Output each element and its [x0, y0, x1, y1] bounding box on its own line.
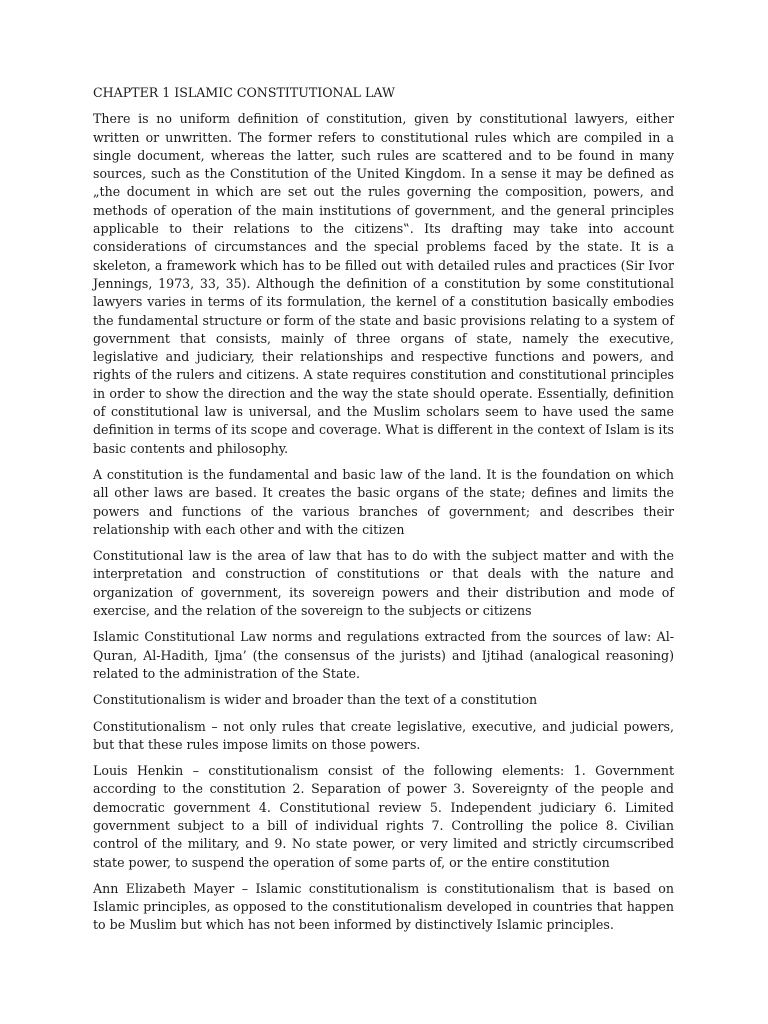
paragraph-louis-henkin: Louis Henkin – constitutionalism consist of the following elements: 1. Government according to the constitution 2. Separation of power 3. Sovereignty of the people and democratic government 4. Constitutional review 5. Independent judiciary 6. Limited government subject to a bill of individual rights 7. Controlling the police 8. Civilian control of the military, and 9. No state power, or very limited and strictly circumscribed state power, to suspend the operation of some parts of, or the entire constitution [93, 763, 674, 870]
paragraph-islamic-constitutional-law: Islamic Constitutional Law norms and regulations extracted from the sources of law: Al-Quran, Al-Hadith, Ijma’ (the consensus of the jurists) and Ijtihad (analogical reasoning) related to the administration of the State. [93, 629, 674, 681]
paragraph-fundamental-law: A constitution is the fundamental and basic law of the land. It is the foundation on which all other laws are based. It creates the basic organs of the state; defines and limits the powers and functions of the various branches of government; and describes their relationship with each other and with the citizen [93, 466, 674, 537]
paragraph-constitutionalism-limits: Constitutionalism – not only rules that create legislative, executive, and judicial powers, but that these rules impose limits on those powers. [93, 718, 674, 752]
document-page [93, 84, 674, 935]
paragraph-constitutional-law: Constitutional law is the area of law that has to do with the subject matter and with the interpretation and construction of constitutions or that deals with the nature and organization of government, its sovereign powers and their distribution and mode of exercise, and the relation of the sovereign to the subjects or citizens [93, 548, 674, 619]
paragraph-constitutionalism-broader: Constitutionalism is wider and broader than the text of a constitution [93, 692, 538, 708]
chapter-heading: CHAPTER 1 ISLAMIC CONSTITUTIONAL LAW [93, 85, 395, 100]
paragraph-ann-elizabeth-mayer: Ann Elizabeth Mayer – Islamic constitutionalism is constitutionalism that is based on Islamic principles, as opposed to the constitutionalism developed in countries that happen to be Muslim but which has not been informed by distinctively Islamic principles. [93, 880, 674, 933]
paragraph-constitution-definition: There is no uniform definition of constitution, given by constitutional lawyers, either written or unwritten. The former refers to constitutional rules which are compiled in a single document, whereas the latter, such rules are scattered and to be found in many sources, such as the Constitution of the United Kingdom. In a sense it may be defined as „the document in which are set out the rules governing the composition, powers, and methods of operation of the main institutions of government, and the general principles applicable to their relations to the citizens‟. Its drafting may take into account considerations of circumstances and the special problems faced by the state. It is a skeleton, a framework which has to be filled out with detailed rules and practices (Sir Ivor Jennings, 1973, 33, 35). Although the definition of a constitution by some constitutional lawyers varies in terms of its formulation, the kernel of a constitution basically embodies the fundamental structure or form of the state and basic provisions relating to a system of government that consists, mainly of three organs of state, namely the executive, legislative and judiciary, their relationships and respective functions and powers, and rights of the rulers and citizens. A state requires constitution and constitutional principles in order to show the direction and the way the state should operate. Essentially, definition of constitutional law is universal, and the Muslim scholars seem to have used the same definition in terms of its scope and coverage. What is different in the context of Islam is its basic contents and philosophy. [93, 111, 674, 456]
